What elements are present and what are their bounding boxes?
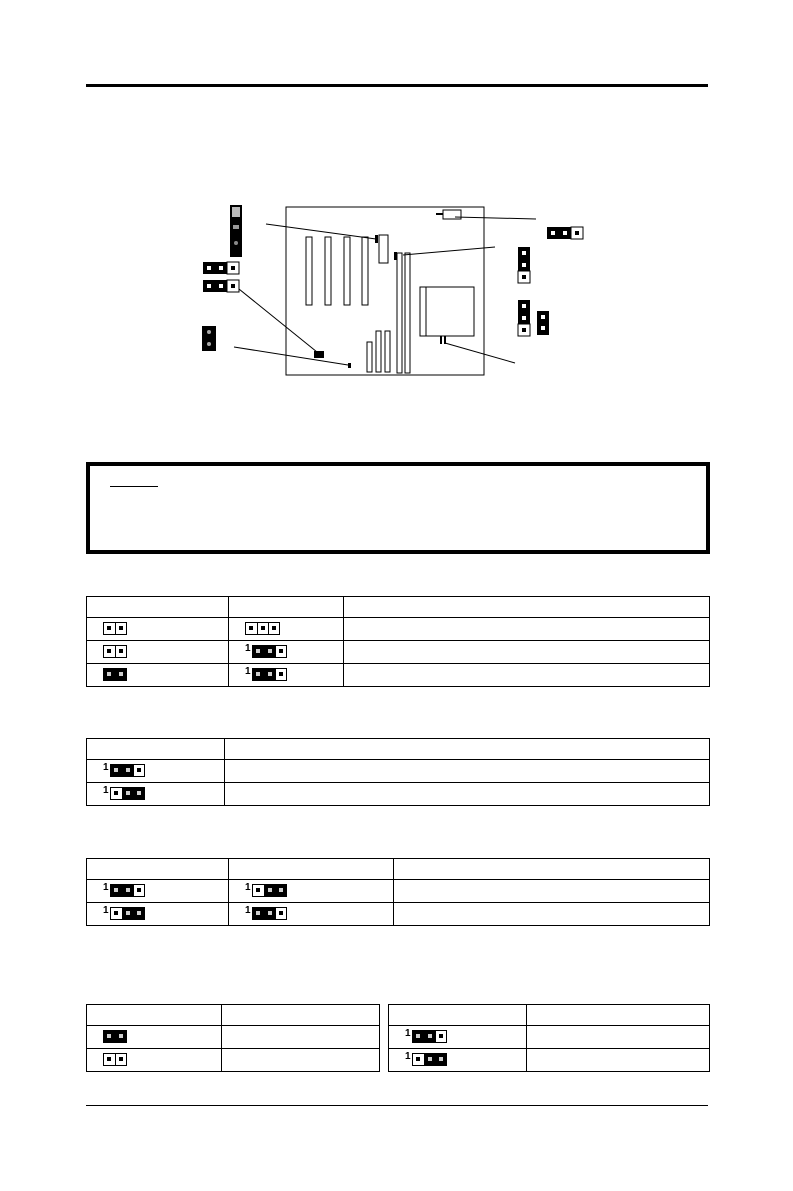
isa-slot [306,237,312,305]
jumper-2pin-vertical-icon [202,326,216,351]
jumper-pin-open [246,623,257,634]
jumper-3pin-icon [103,881,145,897]
header-rule [86,84,708,87]
jumper-pin-open [435,1031,446,1042]
jumper-pin-closed [104,669,115,680]
jumper-pin-closed [253,669,264,680]
description-cell [225,760,710,783]
keyboard-connector [443,210,461,219]
jumper-3pin-icon [103,761,145,777]
jumper-3pin-vertical-icon [518,300,530,336]
jumper-pin-closed [111,765,122,776]
jumper-table-c [86,858,710,926]
jumper-2pin-icon [103,622,127,635]
jumper-pin-open [104,1054,115,1065]
pin1-marker: 1 [103,761,109,773]
jumper-pin-open [115,623,126,634]
jumper-pin-open [115,1054,126,1065]
jumper-3pin-icon [245,665,287,681]
jumper-pin-open [253,885,264,896]
notice-box [86,462,710,554]
description-cell [394,880,710,903]
jumper-cell [229,880,394,903]
jumper-pin-closed [253,908,264,919]
jumper-cell [87,903,229,926]
simm-slot [405,253,410,373]
table-row [389,1026,710,1049]
description-cell [527,1026,710,1049]
jumper-pin-open [268,623,279,634]
jumper-3pin-vertical-icon [518,247,530,283]
jumper-pin-closed [264,646,275,657]
table-row [87,903,710,926]
jumper-3pin-icon [405,1027,447,1043]
table-row [87,880,710,903]
jumper-pin-open [104,623,115,634]
jumper-pin-closed [133,908,144,919]
pin1-marker: 1 [405,1050,411,1062]
jumper-pin-open [104,646,115,657]
description-cell [527,1049,710,1072]
cpu-socket-edge [420,287,426,336]
leader-line [455,217,536,219]
jumper-cell [87,1049,222,1072]
jumper-pin-open [275,669,286,680]
jumper-pin-closed [413,1031,424,1042]
jumper-pin-closed [104,1031,115,1042]
jumper-cell [229,664,344,687]
table-row [87,641,710,664]
description-cell [394,903,710,926]
pin1-marker: 1 [245,881,251,893]
jumper-pin-closed [253,646,264,657]
table-header-row [87,739,710,760]
table-row [389,1049,710,1072]
jumper-pin-closed [424,1031,435,1042]
pin1-marker: 1 [103,881,109,893]
table-row [87,664,710,687]
table-header-row [87,859,710,880]
jumper-pin-closed [133,788,144,799]
jumper-cell [389,1049,527,1072]
jumper-cell [389,1026,527,1049]
jumper-2pin-icon [103,1053,127,1066]
cpu-socket [426,287,474,336]
notice-heading-underline [110,486,158,487]
jumper-pin-closed [115,669,126,680]
jumper-2pin-icon [103,1030,127,1043]
footer-rule [86,1105,708,1106]
pci-slot [376,331,381,372]
jumper-cell [87,880,229,903]
jumper-pin-closed [435,1054,446,1065]
table-header-row [389,1005,710,1026]
pin1-marker: 1 [245,642,251,654]
bios-chip [379,235,388,263]
description-cell [344,641,710,664]
jumper-cell [87,783,225,806]
description-cell [222,1049,380,1072]
table-header-row [87,597,710,618]
jumper-pin-closed [264,908,275,919]
leader-line [234,347,348,365]
jumper-pin-open [275,908,286,919]
pin1-marker: 1 [405,1027,411,1039]
isa-slot [325,237,331,305]
jumper-3pin-icon [245,904,287,920]
jumper-3pin-icon [103,784,145,800]
jumper-cell [87,618,229,641]
jumper-pin-open [275,646,286,657]
jumper-cell [87,641,229,664]
table-header-row [87,1005,380,1026]
connector-icon [230,205,242,257]
jumper-3pin-icon [405,1050,447,1066]
jumper-pin-closed [424,1054,435,1065]
jumper-pin-open [257,623,268,634]
pci-slot [367,342,372,372]
jumper-pin-open [133,885,144,896]
table-row [87,1049,380,1072]
jumper-pin-closed [122,908,133,919]
description-cell [222,1026,380,1049]
jumper-2pin-icon [103,645,127,658]
table-row [87,783,710,806]
jumper-table-d [86,1004,380,1072]
jumper-cell [87,1026,222,1049]
jumper-pin-closed [122,765,133,776]
description-cell [344,664,710,687]
jumper-3pin-icon [103,904,145,920]
jumper-3pin-icon [547,227,583,239]
pci-slot [385,331,390,372]
jumper-pin-open [413,1054,424,1065]
jumper-pin-closed [264,669,275,680]
jumper-cell [229,641,344,664]
isa-slot [362,237,368,305]
jumper-cell [87,664,229,687]
leader-line [234,285,317,352]
jumper-pin-open [111,788,122,799]
description-cell [344,618,710,641]
table-row [87,1026,380,1049]
jumper-3pin-icon [245,881,287,897]
motherboard-jumper-diagram [190,195,600,380]
jumper-2pin-icon [103,668,127,681]
jumper-3pin-icon [203,262,239,274]
pin1-marker: 1 [245,904,251,916]
jumper-cell [87,760,225,783]
jumper-pin-closed [122,788,133,799]
jumper-3pin-icon [245,622,280,635]
jumper-table-b [86,738,710,806]
jumper-pin-open [111,908,122,919]
leader-line [266,224,376,239]
jumper-pin-open [133,765,144,776]
table-row [87,760,710,783]
jumper-cell [229,618,344,641]
jumper-pin-open [115,646,126,657]
leader-line [403,247,495,255]
jumper-pin-closed [264,885,275,896]
jumper-pin-closed [275,885,286,896]
pin1-marker: 1 [103,904,109,916]
jumper-pin-closed [122,885,133,896]
description-cell [225,783,710,806]
isa-slot [344,237,350,305]
leader-line [445,343,515,363]
table-row [87,618,710,641]
jumper-table-e [388,1004,710,1072]
jumper-table-a [86,596,710,687]
simm-slot [397,253,402,373]
jumper-pin-closed [115,1031,126,1042]
pin1-marker: 1 [103,784,109,796]
pin1-marker: 1 [245,665,251,677]
jumper-3pin-icon [203,280,239,292]
jumper-cell [229,903,394,926]
jumper-2pin-vertical-icon [537,311,549,335]
jumper-pin-closed [111,885,122,896]
jumper-3pin-icon [245,642,287,658]
